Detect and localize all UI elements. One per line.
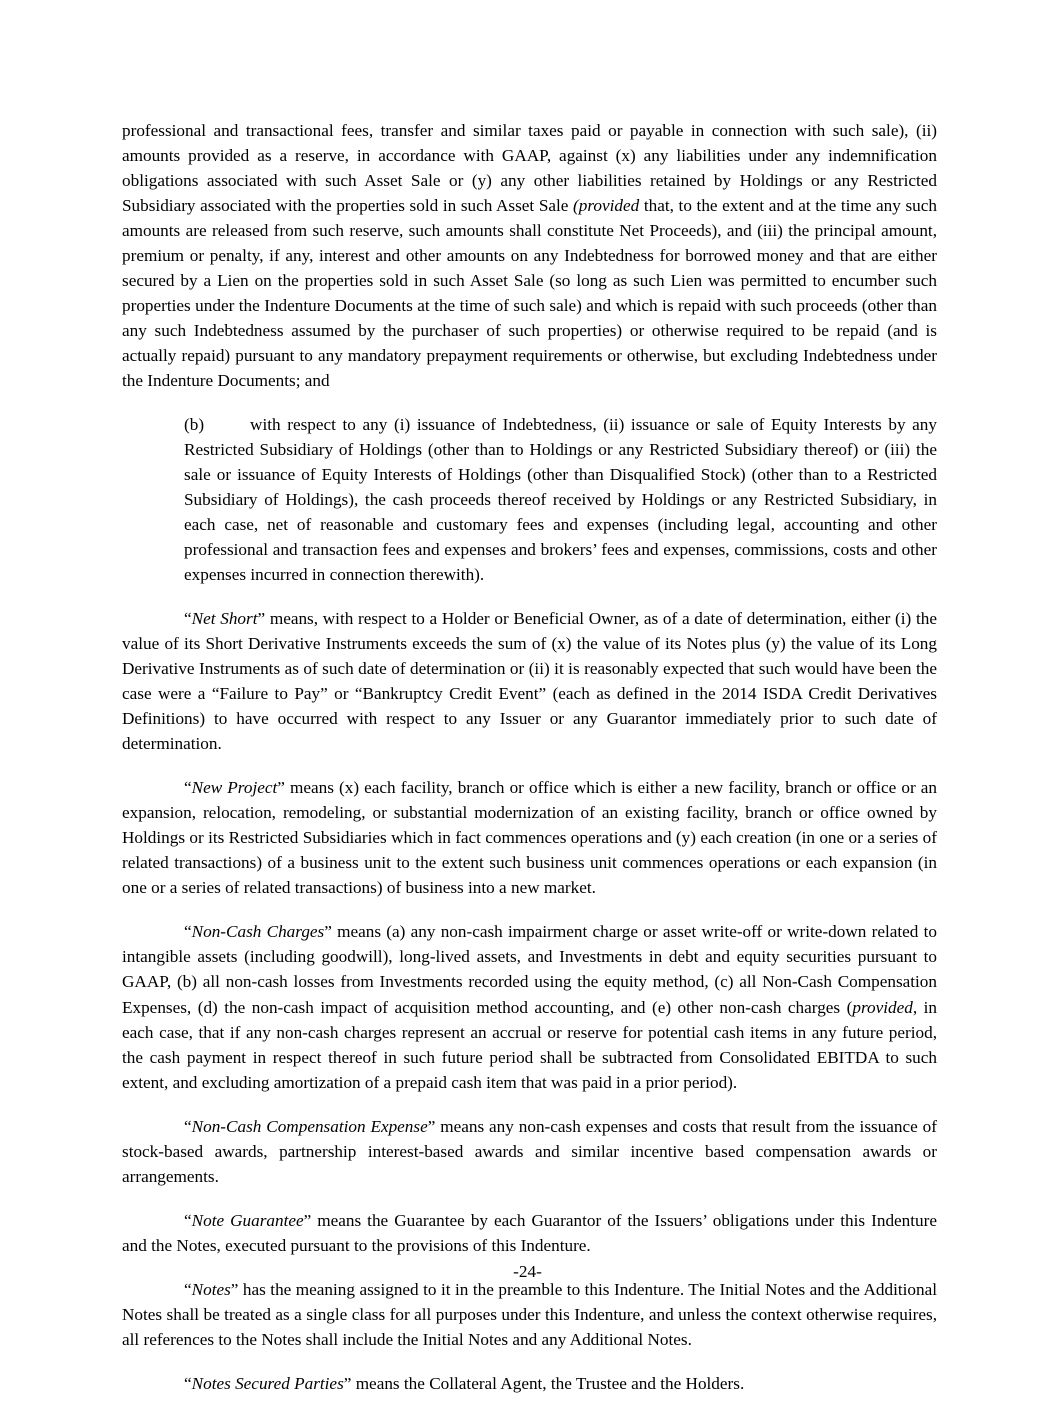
para-notes — [122, 1277, 937, 1352]
defined-term: New Project — [191, 778, 278, 798]
text-run: “ — [184, 1373, 192, 1393]
text-run: ” means (a) any non-cash impairment charge or asset write-off or write-down related to intangible assets (including goodwill), long-lived assets, and Investments in debt and equity securities pursuant to GAAP, (b) all non-cash losses from Investments recorded using the equity method, (c) all Non-Cash Compensation Expenses, (d) the non-cash impact of acquisition method accounting, and (e) other non-cash charges ( — [122, 922, 937, 1017]
text-run: professional and transactional fees, transfer and similar taxes paid or payable in connection with such sale), (ii) amounts provided as a reserve, in accordance with GAAP, against (x) any liabilities under any indemnification obligations associated with such Asset Sale or (y) any other liabilities retained by Holdings or any Restricted Subsidiary associated with the properties sold in such Asset Sale — [122, 121, 937, 216]
text-run: “ — [184, 1279, 192, 1299]
defined-term: Note Guarantee — [191, 1210, 304, 1230]
para-net-short — [122, 606, 937, 756]
text-run: ” means the Collateral Agent, the Trustee and the Holders. — [343, 1373, 745, 1393]
text-run: ” means (x) each facility, branch or office which is either a new facility, branch or office or an expansion, relocation, remodeling, or substantial modernization of an existing facility, branch or office owned by Holdings or its Restricted Subsidiaries which in fact commences operations and (y) each creation (in one or a series of related transactions) of a business unit to the extent such business unit commences operations or each expansion (in one or a series of related transactions) of business into a new market. — [122, 778, 937, 898]
text-run: “ — [184, 1116, 192, 1136]
defined-term: provided — [852, 997, 913, 1017]
para-new-project — [122, 775, 937, 900]
text-run: “ — [184, 922, 192, 942]
para-note-guarantee — [122, 1208, 937, 1258]
text-run: ” means, with respect to a Holder or Beneficial Owner, as of a date of determination, either (i) the value of its Short Derivative Instruments exceeds the sum of (x) the value of its Notes plus (y) the value of its Long Derivative Instruments as of such date of determination or (ii) it is reasonably expected that such would have been the case were a “Failure to Pay” or “Bankruptcy Credit Event” (each as defined in the 2014 ISDA Credit Derivatives Definitions) to have occurred with respect to any Issuer or any Guarantor immediately prior to such date of determination. — [122, 609, 937, 754]
para-non-cash-comp — [122, 1114, 937, 1189]
text-run: ” means the Guarantee by each Guarantor of the Issuers’ obligations under this Indenture and the Notes, executed pursuant to the provisions of this Indenture. — [122, 1210, 937, 1255]
text-run: ” has the meaning assigned to it in the preamble to this Indenture. The Initial Notes and the Additional Notes shall be treated as a single class for all purposes under this Indenture, and unless the context otherwise requires, all references to the Notes shall include the Initial Notes and any Additional Notes. — [122, 1279, 937, 1349]
clause-label: (b) — [184, 415, 205, 435]
defined-term: Notes — [191, 1279, 231, 1299]
text-run: “ — [184, 609, 192, 629]
document-body — [122, 118, 937, 1415]
text-run: ” means any non-cash expenses and costs that result from the issuance of stock-based awards, partnership interest-based awards and similar incentive based compensation awards or arrangements. — [122, 1116, 937, 1186]
defined-term: (provided — [573, 196, 640, 216]
para-continued-a — [122, 118, 937, 393]
para-non-cash-charges — [122, 919, 937, 1094]
text-run: “ — [184, 778, 192, 798]
defined-term: Non-Cash Compensation Expense — [191, 1116, 428, 1136]
text-run: , in each case, that if any non-cash charges represent an accrual or reserve for potential cash items in any future period, the cash payment in respect thereof in such future period shall be subtracted from Consolidated EBITDA to such extent, and excluding amortization of a prepaid cash item that was paid in a prior period). — [122, 997, 937, 1092]
text-run: with respect to any (i) issuance of Indebtedness, (ii) issuance or sale of Equity Interests by any Restricted Subsidiary of Holdings (other than to Holdings or any Restricted Subsidiary thereof) or (iii) the sale or issuance of Equity Interests of Holdings (other than Disqualified Stock) (other than to a Restricted Subsidiary of Holdings), the cash proceeds thereof received by Holdings or any Restricted Subsidiary, in each case, net of reasonable and customary fees and expenses (including legal, accounting and other professional and transaction fees and expenses and brokers’ fees and expenses, commissions, costs and other expenses incurred in connection therewith). — [184, 415, 937, 585]
text-run: “ — [184, 1210, 192, 1230]
defined-term: Net Short — [191, 609, 258, 629]
para-notes-secured-parties — [122, 1371, 937, 1396]
defined-term: Notes Secured Parties — [191, 1373, 344, 1393]
page-number: -24- — [513, 1262, 542, 1281]
text-run: that, to the extent and at the time any such amounts are released from such reserve, such amounts shall constitute Net Proceeds), and (iii) the principal amount, premium or penalty, if any, interest and other amounts on any Indebtedness for borrowed money and that are either secured by a Lien on the properties sold in such Asset Sale (so long as such Lien was permitted to encumber such properties under the Indenture Documents at the time of such sale) and which is repaid with such proceeds (other than any such Indebtedness assumed by the purchaser of such properties) or otherwise required to be repaid (and is actually repaid) pursuant to any mandatory prepayment requirements or otherwise, but excluding Indebtedness under the Indenture Documents; and — [122, 196, 937, 391]
para-clause-b — [184, 412, 937, 587]
defined-term: Non-Cash Charges — [191, 922, 325, 942]
